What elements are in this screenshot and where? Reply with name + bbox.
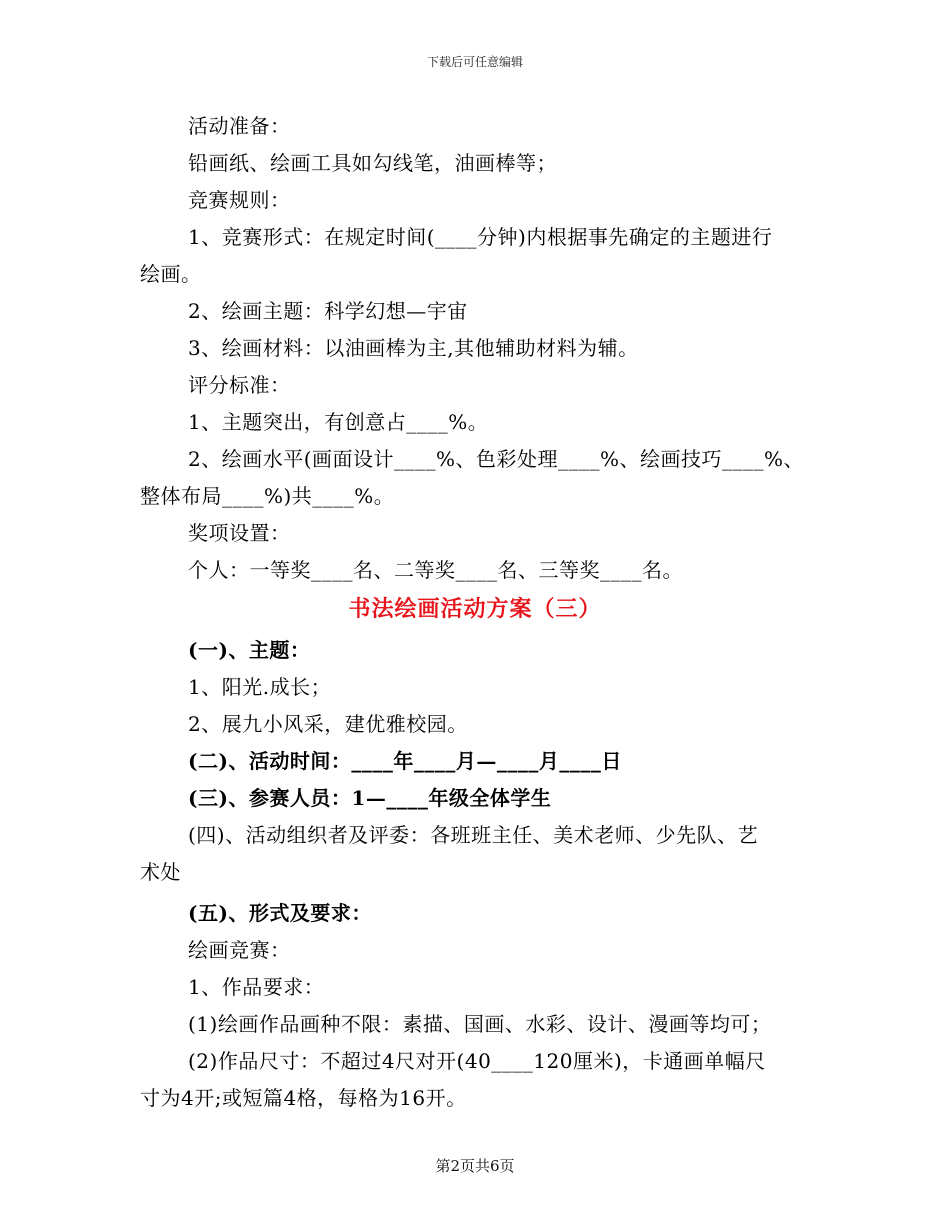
paragraph-rule-1: 1、竞赛形式：在规定时间(____分钟)内根据事先确定的主题进行	[188, 225, 773, 249]
document-body	[140, 108, 810, 1117]
paragraph-rule-3: 3、绘画材料：以油画棒为主,其他辅助材料为辅。	[188, 336, 639, 360]
paragraph-requirement-1: (1)绘画作品画种不限：素描、国画、水彩、设计、漫画等均可；	[188, 1012, 772, 1036]
paragraph-activity-preparation: 活动准备：	[188, 114, 291, 138]
paragraph-format-heading: (五)、形式及要求：	[188, 901, 372, 925]
paragraph-theme-1: 1、阳光.成长；	[188, 675, 332, 699]
paragraph-participants: (三)、参赛人员：1—____年级全体学生	[188, 786, 552, 810]
paragraph-drawing-contest: 绘画竞赛：	[188, 938, 291, 962]
paragraph-rule-1-cont: 绘画。	[140, 262, 202, 286]
section-title: 书法绘画活动方案（三）	[348, 596, 602, 622]
paragraph-work-requirements: 1、作品要求：	[188, 975, 325, 999]
paragraph-rule-2: 2、绘画主题：科学幻想—宇宙	[188, 299, 468, 323]
paragraph-theme-heading: (一)、主题：	[188, 638, 311, 662]
page-header: 下载后可任意编辑	[426, 55, 523, 69]
paragraph-materials: 铅画纸、绘画工具如勾线笔，油画棒等；	[188, 151, 557, 175]
paragraph-scoring-2-cont: 整体布局____%)共____%。	[140, 484, 395, 508]
paragraph-scoring-heading: 评分标准：	[188, 373, 291, 397]
page-footer: 第2页共6页	[435, 1157, 515, 1175]
paragraph-scoring-2: 2、绘画水平(画面设计____%、色彩处理____%、绘画技巧____%、	[188, 447, 805, 471]
paragraph-awards-heading: 奖项设置：	[188, 521, 291, 545]
paragraph-requirement-2: (2)作品尺寸：不超过4尺对开(40____120厘米)，卡通画单幅尺	[188, 1049, 766, 1073]
paragraph-scoring-1: 1、主题突出，有创意占____%。	[188, 410, 489, 434]
paragraph-theme-2: 2、展九小风采，建优雅校园。	[188, 712, 468, 736]
paragraph-requirement-2-cont: 寸为4开;或短篇4格，每格为16开。	[140, 1086, 467, 1110]
paragraph-rules-heading: 竞赛规则：	[188, 188, 291, 212]
paragraph-organizers-cont: 术处	[140, 860, 181, 884]
paragraph-organizers: (四)、活动组织者及评委：各班班主任、美术老师、少先队、艺	[188, 823, 759, 847]
paragraph-time: (二)、活动时间：____年____月—____月____日	[188, 749, 622, 773]
paragraph-awards-individual: 个人：一等奖____名、二等奖____名、三等奖____名。	[188, 558, 683, 582]
